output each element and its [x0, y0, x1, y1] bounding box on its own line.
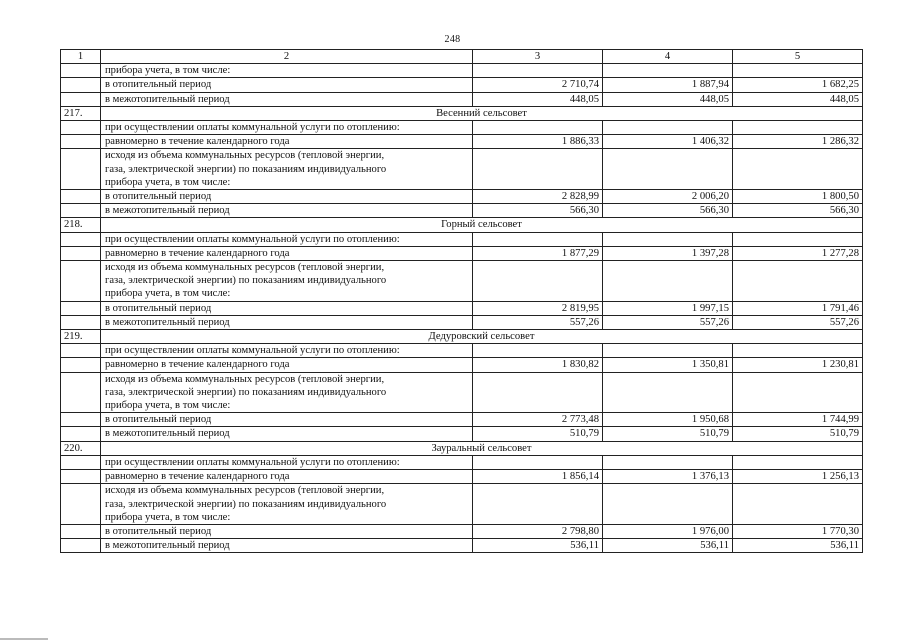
table-row [61, 413, 863, 427]
row-number-cell [61, 470, 101, 484]
row-label-line: исходя из объема коммунальных ресурсов (тепловой энергии, [105, 150, 385, 162]
value-col-3 [473, 121, 603, 135]
value-col-3: 557,26 [473, 315, 603, 329]
section-name: Весенний сельсовет [101, 106, 863, 120]
row-label: равномерно в течение календарного года [101, 470, 473, 484]
value-col-4: 2 006,20 [603, 190, 733, 204]
row-label: равномерно в течение календарного года [101, 246, 473, 260]
value-col-5: 536,11 [733, 539, 863, 553]
row-number-cell [61, 204, 101, 218]
value-col-5: 1 286,32 [733, 135, 863, 149]
table-row [61, 204, 863, 218]
value-col-3 [473, 455, 603, 469]
table-row [61, 232, 863, 246]
value-col-3 [473, 344, 603, 358]
row-number-cell [61, 413, 101, 427]
value-col-5 [733, 64, 863, 78]
value-col-3 [473, 484, 603, 525]
header-col-3: 3 [473, 50, 603, 64]
table-row [61, 455, 863, 469]
row-label [101, 149, 473, 190]
value-col-5: 566,30 [733, 204, 863, 218]
value-col-5: 1 791,46 [733, 301, 863, 315]
section-name: Горный сельсовет [101, 218, 863, 232]
table-row [61, 149, 863, 190]
row-label: в отопительный период [101, 524, 473, 538]
row-number-cell [61, 92, 101, 106]
section-number: 217. [61, 106, 101, 120]
row-label: прибора учета, в том числе: [101, 64, 473, 78]
value-col-5: 1 256,13 [733, 470, 863, 484]
value-col-5 [733, 149, 863, 190]
value-col-3: 1 886,33 [473, 135, 603, 149]
row-label [101, 261, 473, 302]
row-number-cell [61, 232, 101, 246]
header-col-5: 5 [733, 50, 863, 64]
value-col-5 [733, 261, 863, 302]
tariff-table-body [61, 50, 863, 553]
header-col-4: 4 [603, 50, 733, 64]
header-col-2: 2 [101, 50, 473, 64]
value-col-4 [603, 64, 733, 78]
value-col-5: 1 770,30 [733, 524, 863, 538]
value-col-4: 448,05 [603, 92, 733, 106]
row-number-cell [61, 78, 101, 92]
table-row [61, 427, 863, 441]
row-label: в отопительный период [101, 78, 473, 92]
value-col-5: 448,05 [733, 92, 863, 106]
value-col-3: 510,79 [473, 427, 603, 441]
table-row [61, 301, 863, 315]
value-col-4 [603, 344, 733, 358]
value-col-4 [603, 455, 733, 469]
table-row [61, 539, 863, 553]
row-number-cell [61, 539, 101, 553]
row-label: в отопительный период [101, 413, 473, 427]
section-name: Дедуровский сельсовет [101, 330, 863, 344]
header-col-1: 1 [61, 50, 101, 64]
row-label: в межотопительный период [101, 92, 473, 106]
table-row [61, 372, 863, 413]
value-col-4 [603, 121, 733, 135]
row-number-cell [61, 261, 101, 302]
value-col-3: 1 877,29 [473, 246, 603, 260]
table-row [61, 64, 863, 78]
value-col-4 [603, 372, 733, 413]
value-col-4: 1 950,68 [603, 413, 733, 427]
value-col-3: 2 710,74 [473, 78, 603, 92]
row-label-line: газа, электрической энергии) по показаниям индивидуального [105, 498, 387, 510]
row-label-line: исходя из объема коммунальных ресурсов (тепловой энергии, [105, 373, 385, 385]
row-label-line: исходя из объема коммунальных ресурсов (тепловой энергии, [105, 262, 385, 274]
value-col-3: 566,30 [473, 204, 603, 218]
row-label: в межотопительный период [101, 427, 473, 441]
value-col-4 [603, 261, 733, 302]
value-col-4: 566,30 [603, 204, 733, 218]
row-number-cell [61, 149, 101, 190]
value-col-5: 1 800,50 [733, 190, 863, 204]
row-label: при осуществлении оплаты коммунальной услуги по отоплению: [101, 344, 473, 358]
row-number-cell [61, 484, 101, 525]
row-label-line: прибора учета, в том числе: [105, 511, 231, 523]
section-header-row [61, 330, 863, 344]
row-number-cell [61, 135, 101, 149]
table-row [61, 190, 863, 204]
row-label-line: прибора учета, в том числе: [105, 288, 231, 300]
tariff-table [60, 49, 863, 553]
value-col-5: 510,79 [733, 427, 863, 441]
value-col-5 [733, 372, 863, 413]
header-row [61, 50, 863, 64]
row-label: при осуществлении оплаты коммунальной услуги по отоплению: [101, 455, 473, 469]
value-col-3 [473, 64, 603, 78]
table-row [61, 344, 863, 358]
value-col-3 [473, 149, 603, 190]
row-number-cell [61, 455, 101, 469]
row-label: в межотопительный период [101, 204, 473, 218]
section-number: 220. [61, 441, 101, 455]
value-col-3: 1 830,82 [473, 358, 603, 372]
row-label: равномерно в течение календарного года [101, 135, 473, 149]
value-col-3: 448,05 [473, 92, 603, 106]
row-label-line: газа, электрической энергии) по показаниям индивидуального [105, 386, 387, 398]
section-header-row [61, 218, 863, 232]
table-row [61, 484, 863, 525]
value-col-3: 2 773,48 [473, 413, 603, 427]
value-col-4: 536,11 [603, 539, 733, 553]
value-col-5: 1 682,25 [733, 78, 863, 92]
value-col-5 [733, 232, 863, 246]
page-number: 248 [444, 34, 461, 45]
row-number-cell [61, 427, 101, 441]
value-col-3: 2 819,95 [473, 301, 603, 315]
row-label-line: газа, электрической энергии) по показаниям индивидуального [105, 163, 387, 175]
row-label: при осуществлении оплаты коммунальной услуги по отоплению: [101, 232, 473, 246]
row-label: в отопительный период [101, 190, 473, 204]
row-label-line: прибора учета, в том числе: [105, 400, 231, 412]
table-row [61, 261, 863, 302]
value-col-4 [603, 149, 733, 190]
value-col-4: 1 976,00 [603, 524, 733, 538]
row-number-cell [61, 246, 101, 260]
row-label [101, 484, 473, 525]
table-row [61, 92, 863, 106]
table-row [61, 78, 863, 92]
value-col-4: 1 397,28 [603, 246, 733, 260]
value-col-5 [733, 121, 863, 135]
row-number-cell [61, 358, 101, 372]
row-number-cell [61, 315, 101, 329]
value-col-4: 510,79 [603, 427, 733, 441]
row-label: равномерно в течение календарного года [101, 358, 473, 372]
table-row [61, 470, 863, 484]
value-col-4: 1 887,94 [603, 78, 733, 92]
row-label-line: газа, электрической энергии) по показаниям индивидуального [105, 275, 387, 287]
table-row [61, 524, 863, 538]
row-label: в межотопительный период [101, 315, 473, 329]
value-col-5 [733, 484, 863, 525]
value-col-4: 1 406,32 [603, 135, 733, 149]
section-number: 219. [61, 330, 101, 344]
row-label-line: прибора учета, в том числе: [105, 176, 231, 188]
table-row [61, 246, 863, 260]
row-number-cell [61, 190, 101, 204]
value-col-5: 557,26 [733, 315, 863, 329]
table-row [61, 315, 863, 329]
value-col-5: 1 277,28 [733, 246, 863, 260]
row-number-cell [61, 372, 101, 413]
value-col-4: 1 997,15 [603, 301, 733, 315]
value-col-5 [733, 344, 863, 358]
value-col-3 [473, 232, 603, 246]
value-col-5: 1 744,99 [733, 413, 863, 427]
value-col-3 [473, 261, 603, 302]
row-label: при осуществлении оплаты коммунальной услуги по отоплению: [101, 121, 473, 135]
section-number: 218. [61, 218, 101, 232]
value-col-4: 1 350,81 [603, 358, 733, 372]
row-label: в межотопительный период [101, 539, 473, 553]
row-number-cell [61, 64, 101, 78]
value-col-4: 1 376,13 [603, 470, 733, 484]
value-col-4 [603, 484, 733, 525]
value-col-3 [473, 372, 603, 413]
value-col-4 [603, 232, 733, 246]
value-col-3: 2 828,99 [473, 190, 603, 204]
row-label [101, 372, 473, 413]
row-number-cell [61, 524, 101, 538]
section-header-row [61, 441, 863, 455]
row-label-line: исходя из объема коммунальных ресурсов (тепловой энергии, [105, 485, 385, 497]
table-row [61, 121, 863, 135]
row-number-cell [61, 301, 101, 315]
row-label: в отопительный период [101, 301, 473, 315]
table-row [61, 135, 863, 149]
table-row [61, 358, 863, 372]
value-col-5 [733, 455, 863, 469]
row-number-cell [61, 121, 101, 135]
section-name: Зауральный сельсовет [101, 441, 863, 455]
section-header-row [61, 106, 863, 120]
value-col-3: 2 798,80 [473, 524, 603, 538]
row-number-cell [61, 344, 101, 358]
value-col-3: 536,11 [473, 539, 603, 553]
value-col-5: 1 230,81 [733, 358, 863, 372]
value-col-3: 1 856,14 [473, 470, 603, 484]
value-col-4: 557,26 [603, 315, 733, 329]
